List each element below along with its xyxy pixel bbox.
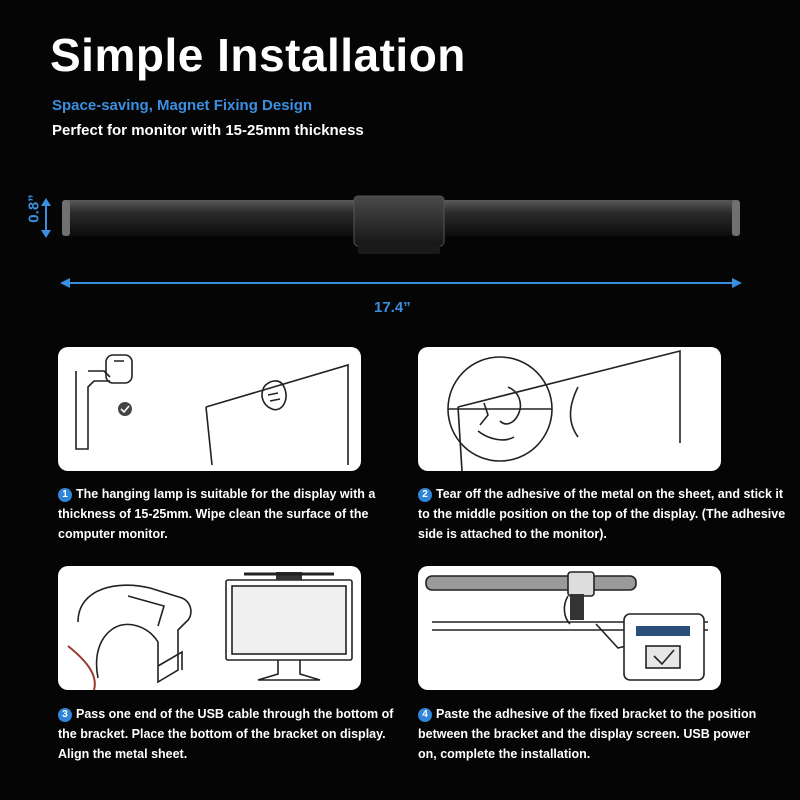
tagline: Perfect for monitor with 15-25mm thickness: [52, 122, 364, 139]
step-1-illustration: [58, 347, 361, 471]
subtitle: Space-saving, Magnet Fixing Design: [52, 97, 313, 114]
step-description: Paste the adhesive of the fixed bracket to the position between the bracket and the display screen. USB power on, complete the installation.: [418, 707, 757, 761]
lamp-clip: [354, 196, 444, 246]
step-3-illustration: [58, 566, 361, 690]
step-description: Tear off the adhesive of the metal on the sheet, and stick it to the middle position on the top of the display. (The adhesive side is attached to the monitor).: [418, 487, 786, 541]
page-title: Simple Installation: [50, 29, 466, 81]
step-4-text: [418, 704, 768, 764]
step-4-illustration: [418, 566, 721, 690]
step-number-badge: 4: [418, 708, 432, 722]
step-3-text: [58, 704, 408, 764]
step-number-badge: 2: [418, 488, 432, 502]
step-description: Pass one end of the USB cable through the bottom of the bracket. Place the bottom of the bracket on display. Align the metal sheet.: [58, 707, 394, 761]
step-2-text: [418, 484, 788, 544]
step-number-badge: 1: [58, 488, 72, 502]
step-description: The hanging lamp is suitable for the display with a thickness of 15-25mm. Wipe clean the surface of the computer monitor.: [58, 487, 376, 541]
step-2-illustration: [418, 347, 721, 471]
width-dimension-label: 17.4”: [374, 299, 411, 316]
step-number-badge: 3: [58, 708, 72, 722]
step-1-text: [58, 484, 408, 544]
height-dimension-label: 0.8”: [25, 194, 43, 223]
